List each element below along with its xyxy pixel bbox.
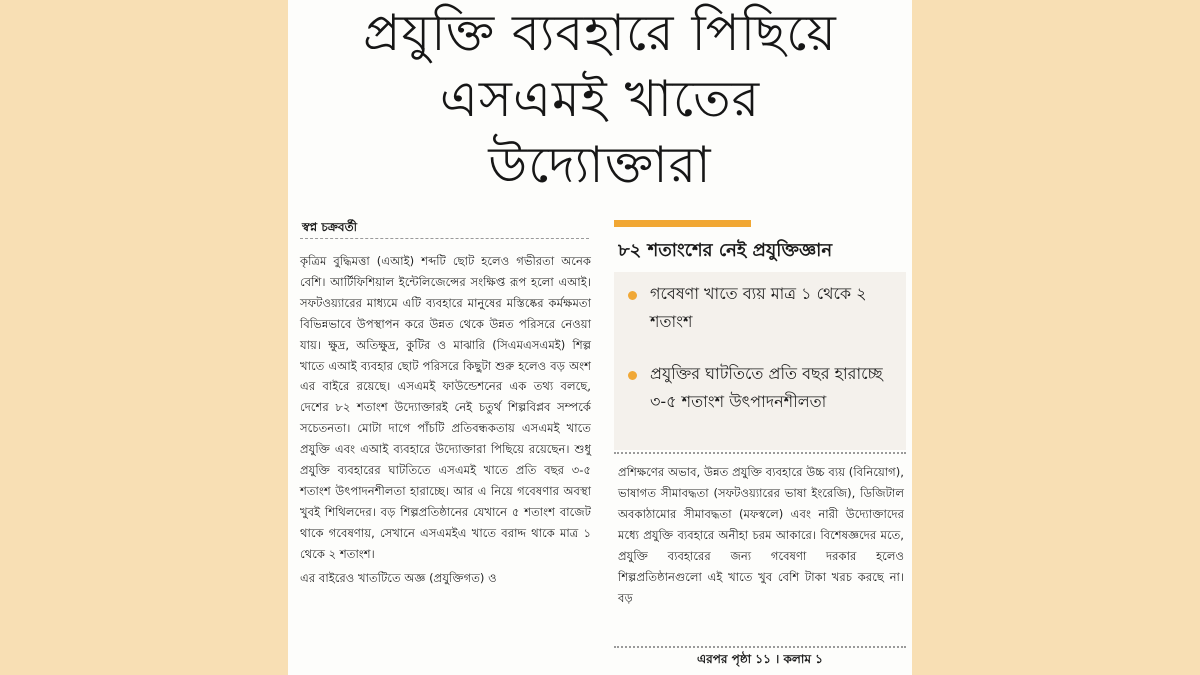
headline-line-3: উদ্যোক্তারা [488, 136, 712, 194]
sidebar-divider [614, 452, 906, 454]
bullet-dot-icon [628, 371, 637, 380]
byline: স্বপ্ন চক্রবর্তী [302, 220, 358, 234]
left-column [300, 251, 591, 589]
highlight-text: প্রযুক্তির ঘাটতিতে প্রতি বছর হারাচ্ছে ৩-৫ শতাংশ উৎপাদনশীলতা [650, 364, 883, 411]
footer-divider [614, 646, 906, 648]
byline-divider [300, 238, 589, 239]
left-paragraph-1: কৃত্রিম বুদ্ধিমত্তা (এআই) শব্দটি ছোট হলেও গভীরতা অনেক বেশি। আর্টিফিশিয়াল ইন্টেলিজেন্সের সংক্ষিপ্ত রূপ হলো এআই। সফটওয়্যারের মাধ্যমে এটি ব্যবহারে মানুষের মস্তিষ্কের কর্মক্ষমতা বিভিন্নভাবে উপস্থাপন করে উন্নত থেকে উন্নত পরিসরে নেওয়া যায়। ক্ষুদ্র, অতিক্ষুদ্র, কুটির ও মাঝারি (সিএমএসএমই) শিল্প খাতে এআই ব্যবহার ছোট পরিসরে কিছুটা শুরু হলেও বড় অংশ এর বাইরে রয়েছে। এসএমই ফাউন্ডেশনের এক তথ্য বলছে, দেশের ৮২ শতাংশ উদ্যোক্তারই নেই চতুর্থ শিল্পবিপ্লব সম্পর্কে সচেতনতা। মোটা দাগে পাঁচটি প্রতিবন্ধকতায় এসএমই খাতে প্রযুক্তি এবং এআই ব্যবহারে উদ্যোক্তারা পিছিয়ে রয়েছেন। শুধু প্রযুক্তি ব্যবহারের ঘাটতিতে এসএমই খাতে প্রতি বছর ৩-৫ শতাংশ উৎপাদনশীলতা হারাচ্ছে। আর এ নিয়ে গবেষণার অবস্থা খুবই শিথিলদের। বড় শিল্পপ্রতিষ্ঠানের যেখানে ৫ শতাংশ বাজেট থাকে গবেষণায়, সেখানে এসএমইএ খাতে বরাদ্দ থাকে মাত্র ১ থেকে ২ শতাংশ। [300, 254, 591, 561]
continued-on-page: এরপর পৃষ্ঠা ১১ । কলাম ১ [697, 652, 823, 666]
headline [288, 0, 912, 198]
sidebar-highlights [614, 272, 906, 450]
highlight-text: গবেষণা খাতে ব্যয় মাত্র ১ থেকে ২ শতাংশ [650, 284, 867, 331]
headline-line-1: প্রযুক্তি ব্যবহারে পিছিয়ে [363, 4, 837, 62]
right-column [618, 462, 904, 609]
headline-line-2: এসএমই খাতের [439, 70, 761, 128]
sidebar-title: ৮২ শতাংশের নেই প্রযুক্তিজ্ঞান [618, 240, 833, 261]
newspaper-clipping [288, 0, 912, 675]
left-paragraph-2: এর বাইরেও খাতটিতে অজ্ঞ (প্রযুক্তিগত) ও [300, 570, 497, 585]
right-paragraph-1: প্রশিক্ষণের অভাব, উন্নত প্রযুক্তি ব্যবহারে উচ্চ ব্যয় (বিনিয়োগ), ভাষাগত সীমাবদ্ধতা (সফটওয়্যারের ভাষা ইংরেজি), ডিজিটাল অবকাঠামোর সীমাবদ্ধতা (মফস্বলে) এবং নারী উদ্যোক্তাদের মধ্যে প্রযুক্তি ব্যবহারে অনীহা চরম আকারে। বিশেষজ্ঞদের মতে, প্রযুক্তি ব্যবহারের জন্য গবেষণা দরকার হলেও শিল্পপ্রতিষ্ঠানগুলো এই খাতে খুব বেশি টাকা খরচ করছে না। বড় [618, 465, 904, 605]
accent-bar [614, 220, 751, 227]
bullet-dot-icon [628, 291, 637, 300]
